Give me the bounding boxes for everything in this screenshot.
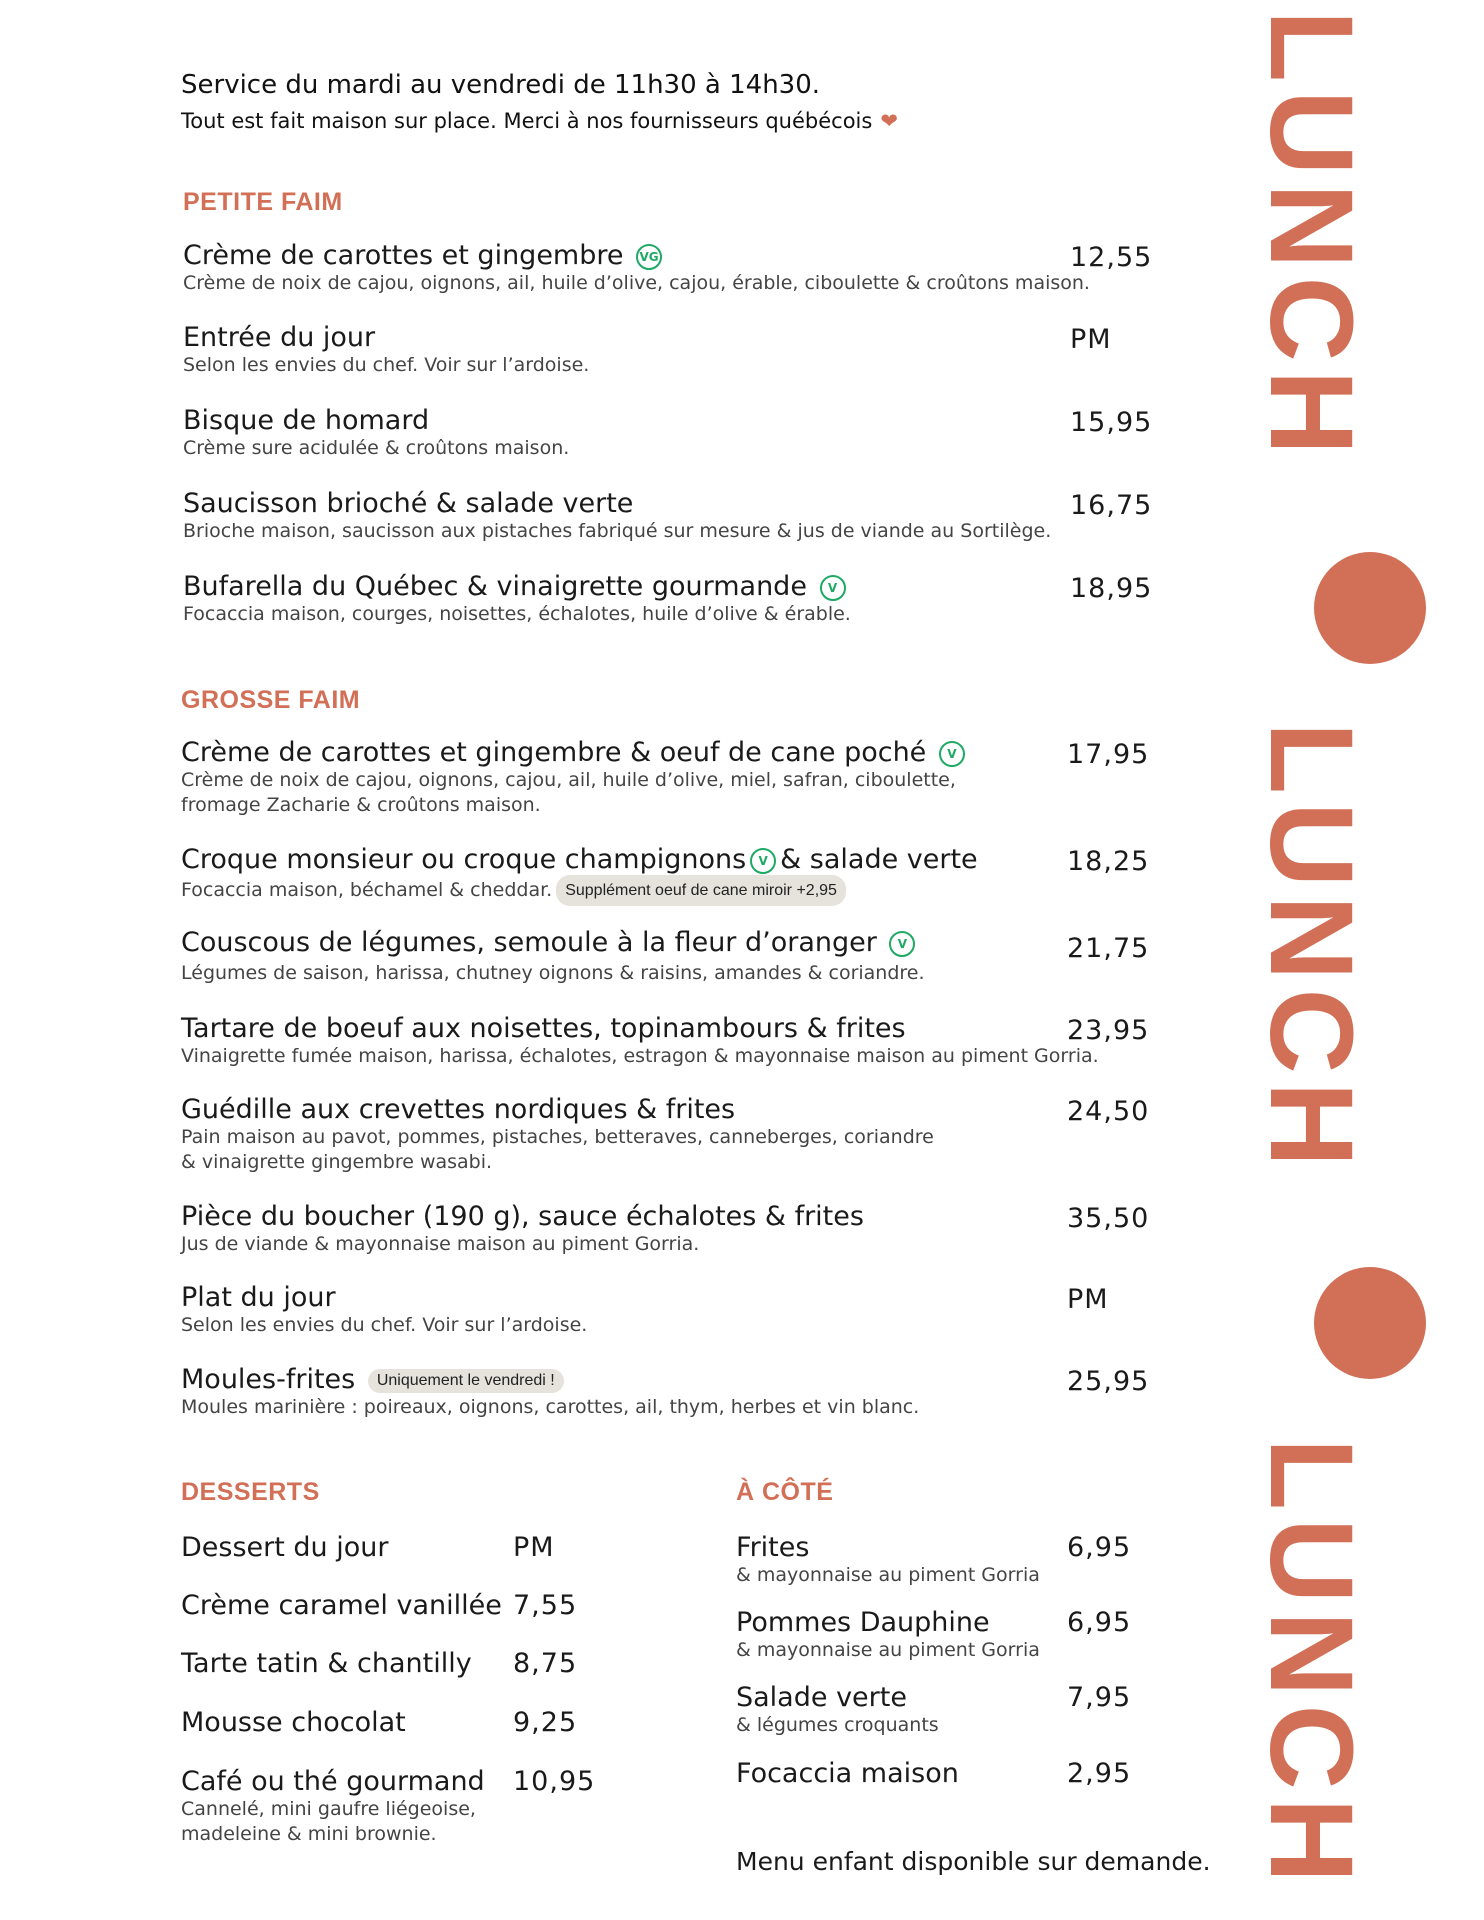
supplement-pill: Supplément oeuf de cane miroir +2,95 [556, 875, 846, 906]
lunch-banner-text: LUNCH [1245, 1438, 1377, 1891]
side-item [736, 1532, 1040, 1588]
menu-item [183, 405, 569, 461]
item-name [181, 927, 925, 958]
banner-dot [1314, 1267, 1426, 1379]
item-price: 18,95 [1070, 573, 1153, 604]
dessert-description-2: madeleine & mini brownie. [181, 1823, 437, 1845]
dessert-name: Dessert du jour [181, 1532, 389, 1563]
menu-item [181, 1201, 864, 1257]
menu-item [183, 571, 851, 627]
menu-item [181, 1282, 587, 1338]
side-price: 6,95 [1067, 1532, 1132, 1563]
item-name [183, 571, 851, 602]
kids-menu-note: Menu enfant disponible sur demande. [736, 1847, 1211, 1876]
side-description: & légumes croquants [736, 1714, 939, 1736]
item-price: 12,55 [1070, 242, 1153, 273]
item-price: 18,25 [1067, 846, 1150, 877]
item-name: Plat du jour [181, 1282, 336, 1313]
side-price: 2,95 [1067, 1758, 1132, 1789]
item-name: Saucisson brioché & salade verte [183, 488, 634, 519]
vegetarian-badge-icon: V [889, 931, 915, 957]
menu-item [183, 322, 589, 378]
side-price: 7,95 [1067, 1682, 1132, 1713]
section-title-a-cote: À CÔTÉ [736, 1478, 834, 1506]
side-name: Pommes Dauphine [736, 1607, 990, 1638]
item-description [181, 875, 978, 906]
menu-item [181, 1013, 1099, 1069]
item-name [183, 240, 1090, 271]
lunch-banner-text: LUNCH [1245, 722, 1377, 1175]
section-title-petite-faim: PETITE FAIM [183, 188, 343, 216]
item-description: Crème de noix de cajou, oignons, ail, huile d’olive, cajou, érable, ciboulette & croûtons maison. [183, 272, 1090, 294]
item-name-text: Bufarella du Québec & vinaigrette gourmande [183, 571, 807, 602]
item-name: Entrée du jour [183, 322, 376, 353]
service-hours: Service du mardi au vendredi de 11h30 à 14h30. [181, 70, 821, 100]
menu-item [181, 844, 978, 906]
vegetarian-badge-icon: V [750, 848, 776, 874]
item-name: Guédille aux crevettes nordiques & frites [181, 1094, 736, 1125]
menu-item [183, 488, 1051, 544]
lunch-banner-text: LUNCH [1245, 10, 1377, 463]
item-name: Bisque de homard [183, 405, 430, 436]
dessert-name: Tarte tatin & chantilly [181, 1648, 472, 1679]
vegan-badge-icon: VG [636, 244, 662, 270]
item-price: 35,50 [1067, 1203, 1150, 1234]
friday-only-pill: Uniquement le vendredi ! [368, 1369, 564, 1393]
side-name: Focaccia maison [736, 1758, 959, 1789]
dessert-price: 9,25 [513, 1707, 578, 1738]
menu-item [181, 927, 925, 986]
dessert-name: Café ou thé gourmand [181, 1766, 485, 1797]
item-description: Vinaigrette fumée maison, harissa, échalotes, estragon & mayonnaise maison au piment Gorria. [181, 1045, 1099, 1067]
side-price: 6,95 [1067, 1607, 1132, 1638]
side-description: & mayonnaise au piment Gorria [736, 1564, 1040, 1586]
item-name [181, 844, 978, 875]
item-description: Selon les envies du chef. Voir sur l’ardoise. [183, 354, 590, 376]
vegetarian-badge-icon: V [939, 741, 965, 767]
item-price: 25,95 [1067, 1366, 1150, 1397]
item-name-text: Crème de carottes et gingembre & oeuf de cane poché [181, 737, 927, 768]
section-title-grosse-faim: GROSSE FAIM [181, 686, 361, 714]
dessert-description: Cannelé, mini gaufre liégeoise, [181, 1798, 476, 1820]
item-price: 15,95 [1070, 407, 1153, 438]
dessert-price: 8,75 [513, 1648, 578, 1679]
dessert-name: Mousse chocolat [181, 1707, 406, 1738]
item-price: 24,50 [1067, 1096, 1150, 1127]
item-name: Pièce du boucher (190 g), sauce échalotes & frites [181, 1201, 864, 1232]
menu-item [183, 240, 1090, 296]
side-item [736, 1682, 939, 1738]
item-name-text: Croque monsieur ou croque champignons [181, 844, 747, 875]
item-price: PM [1070, 324, 1112, 355]
menu-item [181, 1364, 919, 1420]
side-name: Frites [736, 1532, 810, 1563]
item-price: 17,95 [1067, 739, 1150, 770]
item-name [181, 1364, 919, 1395]
item-name-text: Crème de carottes et gingembre [183, 240, 624, 271]
dessert-item [181, 1766, 485, 1847]
item-description: Pain maison au pavot, pommes, pistaches, betteraves, canneberges, coriandre [181, 1126, 934, 1148]
item-price: 23,95 [1067, 1015, 1150, 1046]
item-name-text: Couscous de légumes, semoule à la fleur d’oranger [181, 927, 877, 958]
item-description: Selon les envies du chef. Voir sur l’ardoise. [181, 1314, 588, 1336]
homemade-note [181, 109, 898, 133]
item-price: 21,75 [1067, 933, 1150, 964]
section-title-desserts: DESSERTS [181, 1478, 320, 1506]
heart-icon: ❤ [880, 109, 898, 133]
item-description-2: fromage Zacharie & croûtons maison. [181, 794, 541, 816]
item-description: Crème sure acidulée & croûtons maison. [183, 437, 570, 459]
dessert-price: 7,55 [513, 1590, 578, 1621]
item-description: Focaccia maison, courges, noisettes, échalotes, huile d’olive & érable. [183, 603, 851, 625]
item-name [181, 737, 969, 768]
side-description: & mayonnaise au piment Gorria [736, 1639, 1040, 1661]
vegetarian-badge-icon: V [820, 575, 846, 601]
banner-dot [1314, 552, 1426, 664]
menu-item [181, 737, 969, 818]
homemade-note-text: Tout est fait maison sur place. Merci à nos fournisseurs québécois [181, 109, 873, 133]
item-description: Jus de viande & mayonnaise maison au piment Gorria. [181, 1233, 700, 1255]
item-description-2: & vinaigrette gingembre wasabi. [181, 1151, 493, 1173]
dessert-name: Crème caramel vanillée [181, 1590, 502, 1621]
dessert-price: 10,95 [513, 1766, 596, 1797]
dessert-price: PM [513, 1532, 555, 1563]
item-description-text: Focaccia maison, béchamel & cheddar. [181, 879, 553, 901]
item-description: Brioche maison, saucisson aux pistaches fabriqué sur mesure & jus de viande au Sortilège. [183, 520, 1052, 542]
item-price: PM [1067, 1284, 1109, 1315]
menu-item [181, 1094, 934, 1175]
item-description: Légumes de saison, harissa, chutney oignons & raisins, amandes & coriandre. [181, 962, 925, 984]
item-name-suffix: & salade verte [780, 844, 978, 875]
item-price: 16,75 [1070, 490, 1153, 521]
side-name: Salade verte [736, 1682, 907, 1713]
item-description: Moules marinière : poireaux, oignons, carottes, ail, thym, herbes et vin blanc. [181, 1396, 920, 1418]
item-name: Tartare de boeuf aux noisettes, topinambours & frites [181, 1013, 906, 1044]
item-name-text: Moules-frites [181, 1364, 356, 1395]
side-item [736, 1607, 1040, 1663]
item-description: Crème de noix de cajou, oignons, cajou, ail, huile d’olive, miel, safran, ciboulette, [181, 769, 956, 791]
